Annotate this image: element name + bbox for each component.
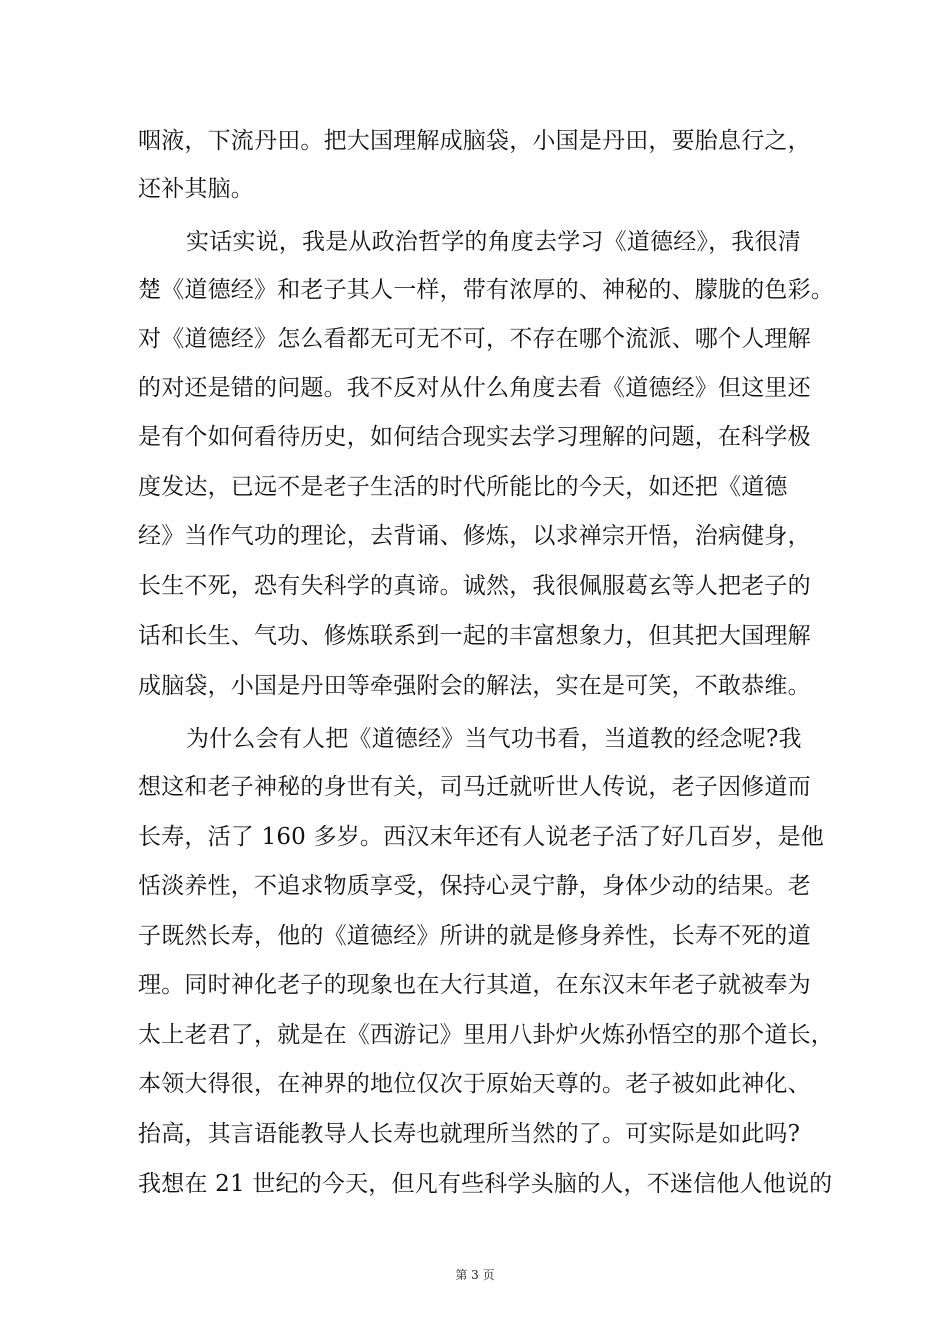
text-line: 理。同时神化老子的现象也在大行其道，在东汉末年老子就被奉为 xyxy=(138,972,811,998)
text-line: 经》当作气功的理论，去背诵、修炼，以求禅宗开悟，治病健身， xyxy=(138,523,811,549)
text-line: 楚《道德经》和老子其人一样，带有浓厚的、神秘的、朦胧的色彩。 xyxy=(138,277,834,303)
paragraph-first-line: 为什么会有人把《道德经》当气功书看，当道教的经念呢?我 xyxy=(186,726,802,752)
text-line: 我想在 21 世纪的今天，但凡有些科学头脑的人，不迷信他人他说的 xyxy=(138,1171,833,1197)
text-line: 对《道德经》怎么看都无可无不可，不存在哪个流派、哪个人理解 xyxy=(138,326,811,352)
text-line: 抬高，其言语能教导人长寿也就理所当然的了。可实际是如此吗? xyxy=(138,1121,801,1147)
text-line: 是有个如何看待历史，如何结合现实去学习理解的问题，在科学极 xyxy=(138,424,811,450)
text-line: 恬淡养性，不追求物质享受，保持心灵宁静，身体少动的结果。老 xyxy=(138,873,811,899)
text-line: 的对还是错的问题。我不反对从什么角度去看《道德经》但这里还 xyxy=(138,375,811,401)
text-line: 想这和老子神秘的身世有关，司马迁就听世人传说，老子因修道而 xyxy=(138,774,811,800)
text-line: 太上老君了，就是在《西游记》里用八卦炉火炼孙悟空的那个道长， xyxy=(138,1022,834,1048)
text-line: 长生不死，恐有失科学的真谛。诚然，我很佩服葛玄等人把老子的 xyxy=(138,573,811,599)
text-line: 话和长生、气功、修炼联系到一起的丰富想象力，但其把大国理解 xyxy=(138,623,811,649)
text-line: 本领大得很，在神界的地位仅次于原始天尊的。老子被如此神化、 xyxy=(138,1071,811,1097)
text-line: 还补其脑。 xyxy=(138,176,254,202)
page-number: 第 3 页 xyxy=(455,1268,495,1282)
paragraph-first-line: 实话实说，我是从政治哲学的角度去学习《道德经》，我很清 xyxy=(186,229,801,255)
text-line: 度发达，已远不是老子生活的时代所能比的今天，如还把《道德 xyxy=(138,474,788,500)
text-line: 子既然长寿，他的《道德经》所讲的就是修身养性，长寿不死的道 xyxy=(138,923,811,949)
text-line: 长寿，活了 160 多岁。西汉末年还有人说老子活了好几百岁，是他 xyxy=(138,824,824,850)
text-line: 咽液，下流丹田。把大国理解成脑袋，小国是丹田，要胎息行之， xyxy=(138,128,811,154)
text-line: 成脑袋，小国是丹田等牵强附会的解法，实在是可笑，不敢恭维。 xyxy=(138,673,811,699)
